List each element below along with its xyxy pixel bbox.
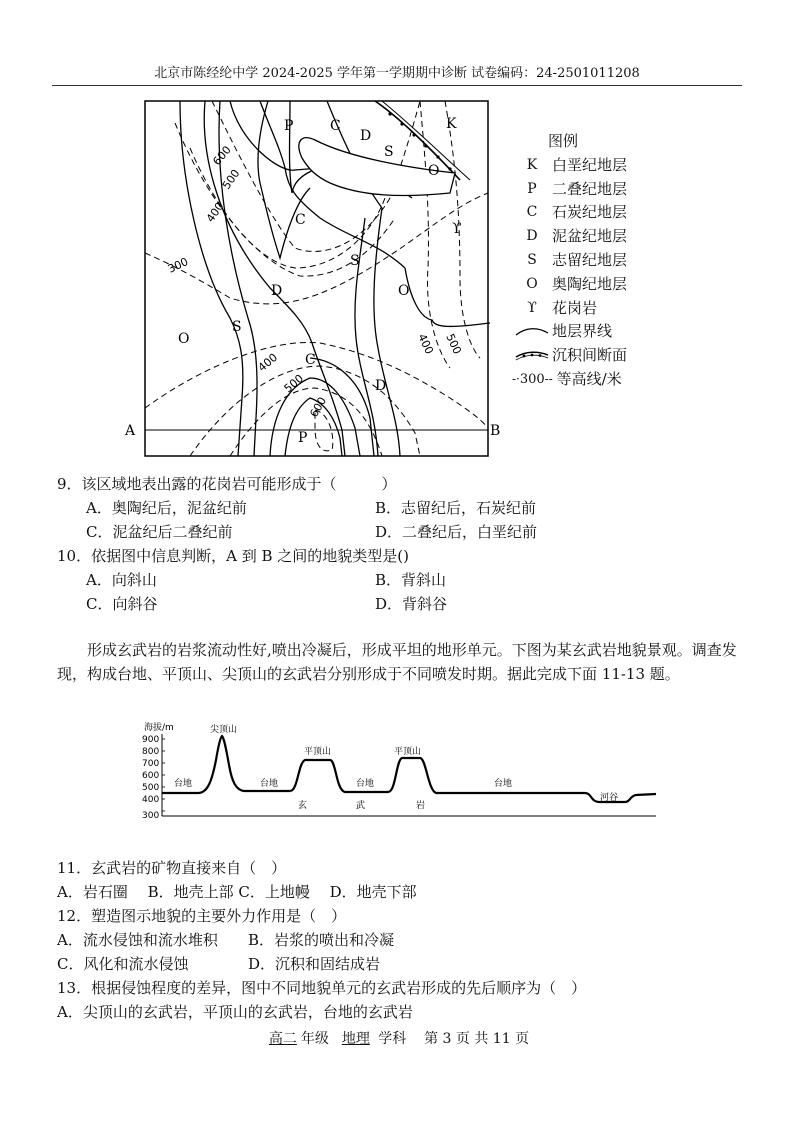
label-basalt-char: 岩 [416,801,426,811]
legend-item-contour [512,368,662,392]
label-taidi: 台地 [260,779,279,789]
footer-page-number: 第 3 页 共 11 页 [424,1031,530,1047]
contour-line [175,123,395,276]
legend-label: 等高线/米 [556,369,622,388]
layer-label: K [446,116,457,132]
contour-dash-icon: -- [544,371,557,386]
legend-label: 志留纪地层 [552,250,628,269]
legend-item [512,154,662,178]
footer-grade: 高二 [268,1031,297,1047]
y-tick: 700 [142,759,160,769]
contour-label: 500 [443,331,464,357]
contour-line [420,101,450,368]
y-tick: 400 [142,795,160,805]
layer-label: O [398,283,410,299]
layer-label: D [360,128,372,144]
legend-item [512,178,662,202]
contour-label: 300 [165,255,191,276]
legend-symbol: C [526,204,538,221]
geologic-map [120,98,501,460]
q10-option-b[interactable]: B．背斜山 [375,571,447,589]
legend-item [512,201,662,225]
page-footer [0,1028,794,1048]
y-tick: 300 [142,811,160,821]
q12-option-a[interactable]: A．流水侵蚀和流水堆积 [57,931,218,949]
contour-line [445,101,480,358]
q10-option-d[interactable]: D．背斜谷 [375,595,448,613]
legend-label: 花岗岩 [552,298,598,317]
legend-item-unconformity [512,344,662,368]
contour-line [145,193,488,304]
label-taidi: 台地 [174,779,193,789]
legend-label: 奥陶纪地层 [552,274,628,293]
contour-label: 400 [203,200,227,225]
question-10-stem: 10．依据图中信息判断，A 到 B 之间的地貌类型是() [57,547,409,565]
legend-label: 沉积间断面 [552,346,628,365]
legend-label: 二叠纪地层 [552,179,628,198]
question-11-stem: 11．玄武岩的矿物直接来自（ ） [57,859,287,877]
unconformity-line-icon [512,349,552,363]
q10-option-a[interactable]: A．向斜山 [86,571,157,589]
legend-item [512,273,662,297]
legend-symbol: K [526,156,538,173]
contour-value: 300 [519,371,545,387]
legend-item-boundary [512,320,662,344]
layer-label: O [428,163,440,179]
label-pingdingshan: 平顶山 [394,747,422,757]
label-basalt-char: 玄 [298,801,308,811]
layer-boundary [374,208,400,456]
contour-label: 600 [210,143,234,168]
label-basalt-char: 武 [356,801,366,811]
label-taidi: 台地 [494,779,513,789]
layer-label: C [305,352,316,368]
label-jiandingshan: 尖顶山 [210,725,238,735]
layer-label: O [178,331,190,347]
layer-label: D [271,283,283,299]
q11-options[interactable]: A．岩石圈 B．地壳上部 C．上地幔 D．地壳下部 [57,883,417,901]
basalt-profile-diagram [140,720,660,822]
intro-paragraph: 形成玄武岩的岩浆流动性好,喷出冷凝后，形成平坦的地形单元。下图为某玄武岩地貌景观。调查发现，构成台地、平顶山、尖顶山的玄武岩分别形成于不同喷发时期。据此完成下面 11-13 题。 [57,641,737,683]
layer-label: ϒ [452,221,462,237]
map-legend [512,130,662,392]
legend-label: 地层界线 [552,322,613,341]
header-text: 北京市陈经纶中学 2024-2025 学年第一学期期中诊断 试卷编码：24-2501011208 [154,66,640,81]
point-b-label: B [490,423,501,439]
legend-item [512,249,662,273]
contour-label: 400 [255,350,281,375]
q9-option-b[interactable]: B．志留纪后，石炭纪前 [375,499,537,517]
point-a-label: A [125,423,136,439]
q12-option-d[interactable]: D．沉积和固结成岩 [248,955,381,973]
layer-label: C [330,118,341,134]
layer-label: D [375,378,387,394]
legend-item [512,225,662,249]
legend-symbol: P [527,180,537,197]
page-header [52,62,742,86]
layer-label: S [232,319,242,335]
label-hegu: 河谷 [600,793,619,803]
footer-subject: 地理 [341,1031,370,1047]
label-taidi: 台地 [356,779,375,789]
question-12-stem: 12．塑造图示地貌的主要外力作用是（ ） [57,907,347,925]
question-9-stem: 9．该区域地表出露的花岗岩可能形成于（ ） [57,475,397,493]
legend-item [512,297,662,321]
q9-option-c[interactable]: C．泥盆纪后二叠纪前 [86,523,233,541]
legend-symbol: ϒ [527,299,537,316]
legend-symbol: O [526,275,538,292]
layer-label: C [295,212,306,228]
layer-label: S [384,144,394,160]
contour-label: 500 [281,371,307,396]
layer-label: P [284,118,294,134]
layer-label: P [298,430,308,446]
q10-option-c[interactable]: C．向斜谷 [86,595,158,613]
q13-option-a[interactable]: A．尖顶山的玄武岩，平顶山的玄武岩，台地的玄武岩 [57,1003,413,1021]
legend-label: 白垩纪地层 [552,155,628,174]
layer-label: S [350,253,360,269]
legend-symbol: S [527,251,537,268]
footer-grade-suffix: 年级 [300,1031,329,1047]
q12-option-c[interactable]: C．风化和流水侵蚀 [57,955,189,973]
legend-label: 石炭纪地层 [552,203,628,222]
contour-label: 500 [219,167,243,192]
label-pingdingshan: 平顶山 [304,747,332,757]
footer-subject-suffix: 学科 [378,1031,407,1047]
contour-label: 600 [307,394,330,420]
contour-label: 400 [415,331,436,357]
y-tick: 800 [142,747,160,757]
contour-dash-icon: -· [512,371,520,386]
y-tick: 900 [142,735,160,745]
q9-option-d[interactable]: D．二叠纪后，白垩纪前 [375,523,538,541]
y-tick: 500 [142,783,160,793]
y-tick: 600 [142,771,160,781]
boundary-line-icon [512,325,552,339]
q12-option-b[interactable]: B．岩浆的喷出和冷凝 [248,931,395,949]
question-13-stem: 13．根据侵蚀程度的差异，图中不同地貌单元的玄武岩形成的先后顺序为（ ） [57,979,587,997]
legend-symbol: D [526,228,538,245]
legend-label: 泥盆纪地层 [552,227,628,246]
legend-title: 图例 [548,132,579,150]
profile-ylabel: 海拔/m [144,723,174,733]
layer-boundary [405,268,490,326]
q9-option-a[interactable]: A．奥陶纪后，泥盆纪前 [86,499,247,517]
terrain-profile-line [162,736,656,802]
